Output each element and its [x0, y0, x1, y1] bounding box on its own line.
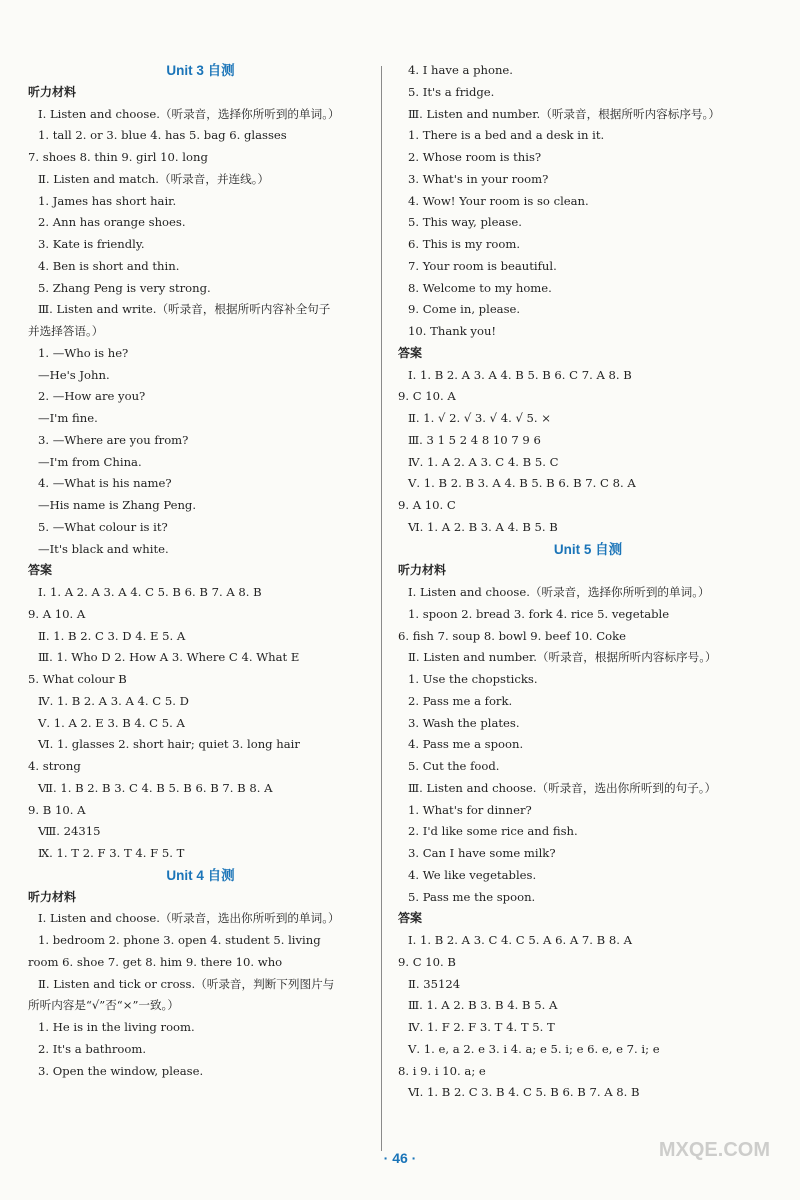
- section-heading: 答案: [398, 911, 423, 926]
- text-line: —It's black and white.: [38, 541, 169, 556]
- text-line: Ⅱ. 1. √ 2. √ 3. √ 4. √ 5. ×: [408, 411, 551, 425]
- text-line: 3. Kate is friendly.: [38, 237, 145, 251]
- text-line: 4. We like vegetables.: [408, 867, 537, 882]
- text-line: Ⅰ. Listen and choose.（听录音，选择你所听到的单词。）: [38, 106, 340, 121]
- text-line: 1. tall 2. or 3. blue 4. has 5. bag 6. glasses: [38, 128, 287, 143]
- text-line: 所听内容是“√”否“×”一致。）: [28, 998, 179, 1013]
- text-line: —He's John.: [38, 367, 110, 382]
- text-line: 并选择答语。）: [28, 324, 104, 338]
- text-line: 8. Welcome to my home.: [408, 280, 552, 295]
- text-line: Ⅴ. 1. e, a 2. e 3. i 4. a; e 5. i; e 6. e, e 7. i; e: [408, 1041, 660, 1056]
- text-line: 3. —Where are you from?: [38, 432, 189, 447]
- section-heading: 答案: [398, 345, 423, 360]
- text-line: 7. Your room is beautiful.: [408, 258, 557, 273]
- text-line: room 6. shoe 7. get 8. him 9. there 10. who: [28, 954, 283, 969]
- text-line: Ⅲ. 3 1 5 2 4 8 10 7 9 6: [408, 432, 541, 447]
- text-line: 1. Use the chopsticks.: [408, 672, 538, 686]
- left-column: [28, 60, 373, 1082]
- text-line: Ⅰ. Listen and choose.（听录音，选出你所听到的单词。）: [38, 911, 340, 926]
- text-line: 2. Ann has orange shoes.: [38, 215, 186, 230]
- right-column: [398, 60, 778, 1104]
- text-line: Ⅱ. Listen and tick or cross.（听录音，判断下列图片与: [38, 976, 335, 991]
- text-line: Ⅳ. 1. F 2. F 3. T 4. T 5. T: [408, 1020, 555, 1034]
- text-line: Ⅵ. 1. B 2. C 3. B 4. C 5. B 6. B 7. A 8. B: [408, 1085, 640, 1100]
- text-line: 9. A 10. A: [28, 606, 86, 621]
- text-line: 1. James has short hair.: [38, 193, 177, 208]
- text-line: Ⅰ. 1. B 2. A 3. A 4. B 5. B 6. C 7. A 8. B: [408, 367, 632, 382]
- text-line: 9. B 10. A: [28, 802, 86, 817]
- text-line: 4. strong: [28, 759, 81, 773]
- text-line: 2. I'd like some rice and fish.: [408, 824, 578, 839]
- text-line: 4. Ben is short and thin.: [38, 258, 180, 273]
- text-line: 4. —What is his name?: [38, 476, 172, 491]
- text-line: Ⅲ. 1. A 2. B 3. B 4. B 5. A: [408, 998, 558, 1013]
- text-line: 2. Whose room is this?: [408, 150, 542, 164]
- text-line: 3. What's in your room?: [408, 171, 549, 186]
- text-line: Ⅴ. 1. B 2. B 3. A 4. B 5. B 6. B 7. C 8. A: [408, 476, 636, 491]
- text-line: 5. Pass me the spoon.: [408, 889, 536, 904]
- text-line: Ⅳ. 1. B 2. A 3. A 4. C 5. D: [38, 693, 189, 708]
- text-line: 2. It's a bathroom.: [38, 1041, 147, 1056]
- text-line: 1. —Who is he?: [38, 345, 129, 360]
- text-line: 5. What colour B: [28, 672, 127, 686]
- text-line: 1. What's for dinner?: [408, 802, 532, 817]
- text-line: 4. Wow! Your room is so clean.: [408, 193, 589, 208]
- text-line: 6. This is my room.: [408, 237, 521, 251]
- text-line: Ⅱ. 35124: [408, 976, 461, 991]
- text-line: 7. shoes 8. thin 9. girl 10. long: [28, 150, 208, 164]
- text-line: 9. C 10. A: [398, 389, 456, 404]
- text-line: 9. Come in, please.: [408, 302, 521, 317]
- text-line: 1. spoon 2. bread 3. fork 4. rice 5. vegetable: [408, 606, 670, 621]
- watermark: MXQE.COM: [658, 1139, 770, 1161]
- text-line: 1. bedroom 2. phone 3. open 4. student 5. living: [38, 933, 321, 947]
- text-line: 2. —How are you?: [38, 389, 146, 404]
- text-line: 1. He is in the living room.: [38, 1020, 195, 1034]
- text-line: Ⅴ. 1. A 2. E 3. B 4. C 5. A: [38, 715, 185, 730]
- text-line: 5. It's a fridge.: [408, 84, 495, 99]
- text-line: 4. I have a phone.: [408, 63, 513, 77]
- text-line: Ⅶ. 1. B 2. B 3. C 4. B 5. B 6. B 7. B 8. A: [38, 780, 273, 795]
- text-line: Ⅰ. Listen and choose.（听录音，选择你所听到的单词。）: [408, 585, 710, 599]
- text-line: 5. —What colour is it?: [38, 519, 168, 534]
- text-line: 9. C 10. B: [398, 954, 456, 969]
- text-line: —I'm fine.: [38, 411, 98, 425]
- text-line: Ⅲ. Listen and write.（听录音，根据所听内容补全句子: [38, 302, 331, 317]
- text-line: 5. Cut the food.: [408, 759, 500, 773]
- text-line: Ⅷ. 24315: [38, 824, 101, 839]
- unit-heading: Unit 3 自测: [166, 63, 235, 78]
- section-heading: 听力材料: [28, 889, 77, 904]
- text-line: 3. Open the window, please.: [38, 1063, 204, 1078]
- text-line: 9. A 10. C: [398, 498, 456, 512]
- text-line: 4. Pass me a spoon.: [408, 737, 524, 752]
- page-number-value: 46: [392, 1150, 408, 1166]
- text-line: 1. There is a bed and a desk in it.: [408, 128, 605, 143]
- text-line: —I'm from China.: [38, 454, 142, 469]
- unit-heading: Unit 4 自测: [166, 867, 235, 883]
- section-heading: 听力材料: [28, 84, 77, 99]
- text-line: Ⅰ. 1. A 2. A 3. A 4. C 5. B 6. B 7. A 8. B: [38, 585, 262, 599]
- text-line: 8. i 9. i 10. a; e: [398, 1063, 486, 1078]
- text-line: Ⅱ. 1. B 2. C 3. D 4. E 5. A: [38, 628, 186, 643]
- text-line: 2. Pass me a fork.: [408, 693, 513, 708]
- text-line: —His name is Zhang Peng.: [38, 498, 197, 512]
- text-line: Ⅳ. 1. A 2. A 3. C 4. B 5. C: [408, 454, 559, 469]
- text-line: Ⅱ. Listen and number.（听录音，根据所听内容标序号。）: [408, 650, 717, 665]
- text-line: Ⅰ. 1. B 2. A 3. C 4. C 5. A 6. A 7. B 8. A: [408, 933, 632, 947]
- text-line: 5. Zhang Peng is very strong.: [38, 280, 211, 295]
- text-line: Ⅱ. Listen and match.（听录音，并连线。）: [38, 171, 270, 186]
- section-heading: 答案: [28, 563, 53, 578]
- page-number: · 46 ·: [383, 1150, 417, 1166]
- text-line: Ⅲ. 1. Who D 2. How A 3. Where C 4. What E: [38, 650, 300, 665]
- text-line: 3. Wash the plates.: [408, 715, 520, 730]
- text-line: Ⅲ. Listen and number.（听录音，根据所听内容标序号。）: [408, 106, 720, 121]
- section-heading: 听力材料: [398, 563, 447, 578]
- text-line: 5. This way, please.: [408, 215, 522, 230]
- text-line: Ⅸ. 1. T 2. F 3. T 4. F 5. T: [38, 846, 185, 860]
- unit-heading: Unit 5 自测: [553, 541, 623, 557]
- text-line: 6. fish 7. soup 8. bowl 9. beef 10. Coke: [398, 628, 627, 643]
- text-line: 10. Thank you!: [408, 324, 497, 338]
- text-line: Ⅵ. 1. glasses 2. short hair; quiet 3. long hair: [38, 737, 300, 752]
- text-line: 3. Can I have some milk?: [408, 846, 556, 860]
- column-divider: [381, 66, 382, 1151]
- text-line: Ⅵ. 1. A 2. B 3. A 4. B 5. B: [408, 519, 558, 534]
- text-line: Ⅲ. Listen and choose.（听录音，选出你所听到的句子。）: [408, 780, 717, 795]
